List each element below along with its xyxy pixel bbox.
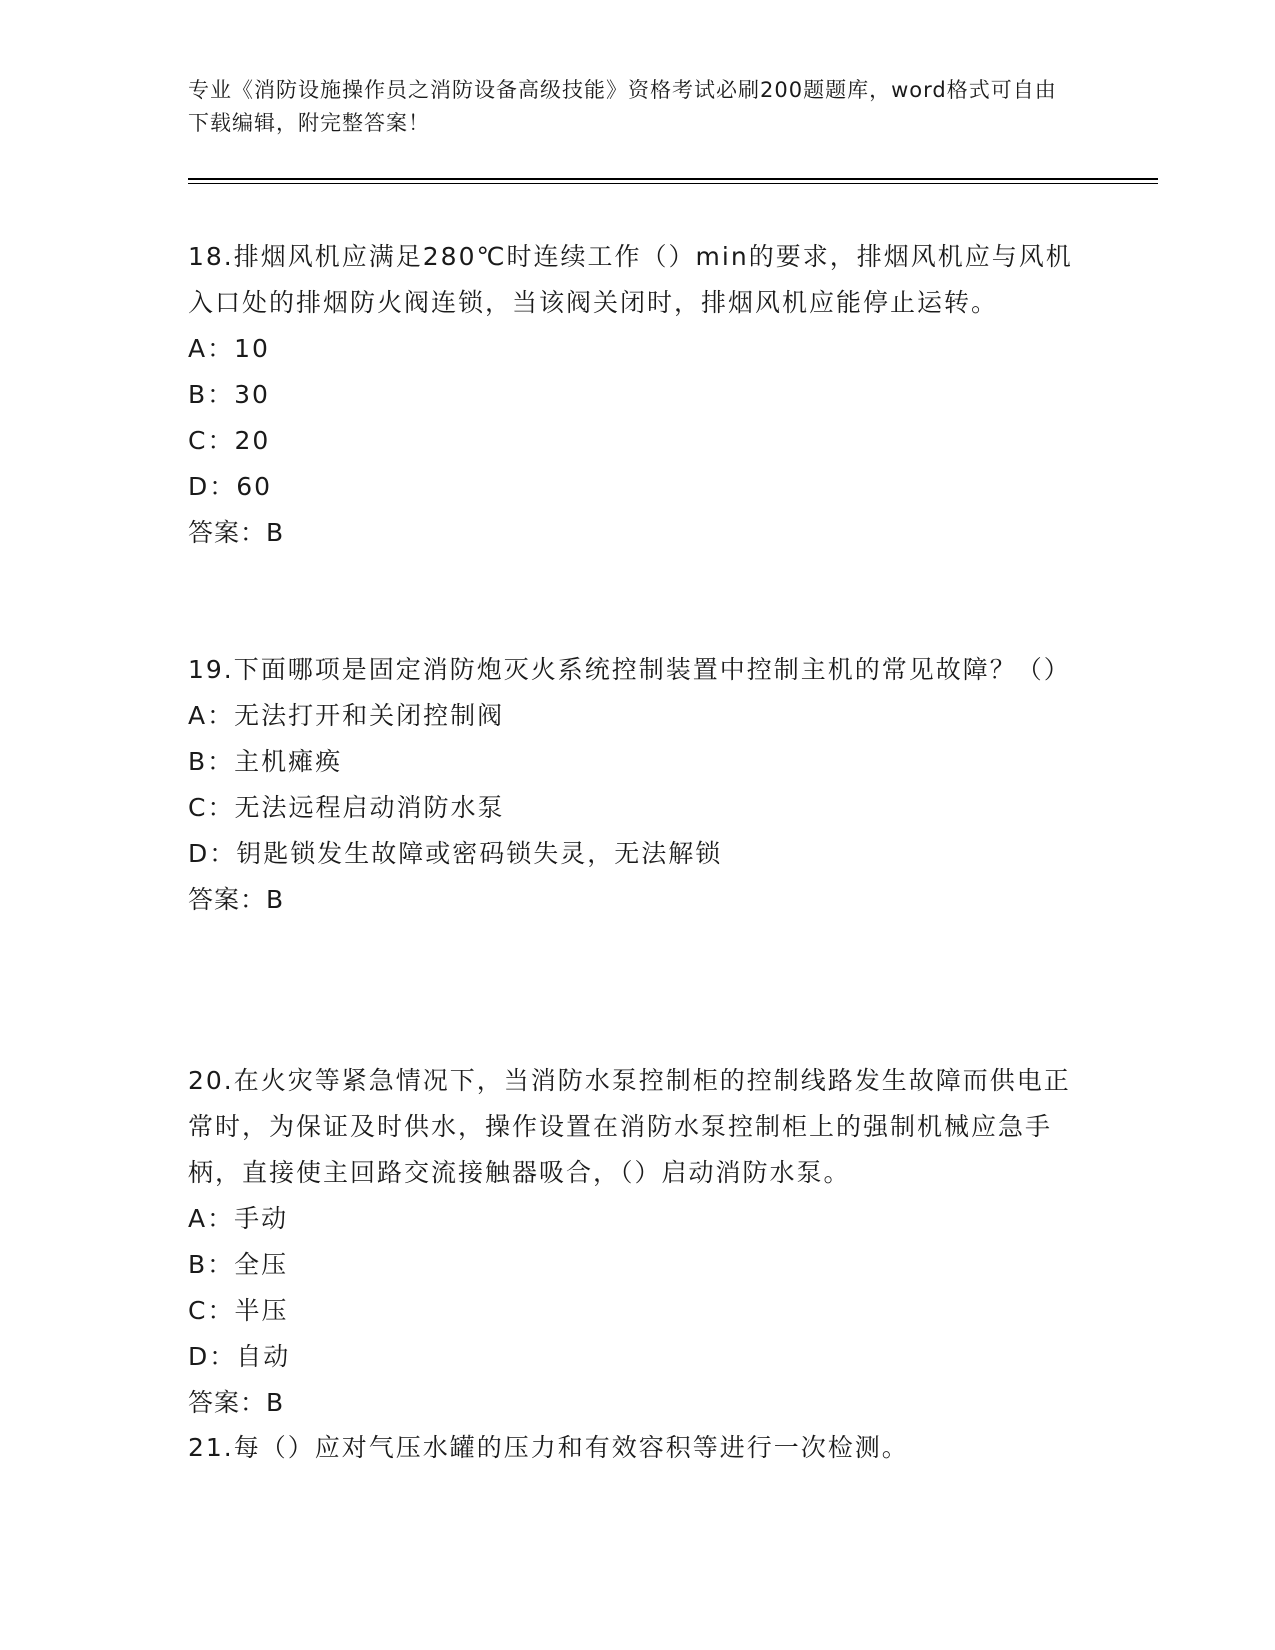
- question-stem: 20.在火灾等紧急情况下，当消防水泵控制柜的控制线路发生故障而供电正常时，为保证及时供水，操作设置在消防水泵控制柜上的强制机械应急手柄，直接使主回路交流接触器吸合，（）启动消防水泵。: [188, 1066, 1071, 1187]
- option-c: C：20: [188, 426, 271, 455]
- question-21: [188, 1425, 1088, 1471]
- answer: 答案：B: [188, 518, 285, 547]
- option-d: D：60: [188, 472, 273, 501]
- answer: 答案：B: [188, 1388, 285, 1417]
- option-d: D：自动: [188, 1342, 291, 1371]
- option-a: A：10: [188, 334, 270, 363]
- document-header: 专业《消防设施操作员之消防设备高级技能》资格考试必刷200题题库，word格式可自由下载编辑，附完整答案！: [188, 78, 1057, 135]
- option-c: C：无法远程启动消防水泵: [188, 793, 505, 822]
- option-d: D：钥匙锁发生故障或密码锁失灵，无法解锁: [188, 839, 723, 868]
- question-20: [188, 1058, 1088, 1426]
- question-19: [188, 647, 1088, 923]
- header-rule-thin: [188, 183, 1158, 184]
- question-stem: 21.每（）应对气压水罐的压力和有效容积等进行一次检测。: [188, 1433, 909, 1462]
- question-stem: 18.排烟风机应满足280℃时连续工作（）min的要求，排烟风机应与风机入口处的排烟防火阀连锁，当该阀关闭时，排烟风机应能停止运转。: [188, 242, 1073, 317]
- option-b: B：30: [188, 380, 270, 409]
- header-rule-thick: [188, 178, 1158, 180]
- question-18: [188, 234, 1088, 556]
- option-b: B：全压: [188, 1250, 289, 1279]
- answer: 答案：B: [188, 885, 285, 914]
- option-a: A：无法打开和关闭控制阀: [188, 701, 505, 730]
- option-b: B：主机瘫痪: [188, 747, 343, 776]
- option-a: A：手动: [188, 1204, 289, 1233]
- option-c: C：半压: [188, 1296, 289, 1325]
- question-stem: 19.下面哪项是固定消防炮灭火系统控制装置中控制主机的常见故障？（）: [188, 655, 1071, 684]
